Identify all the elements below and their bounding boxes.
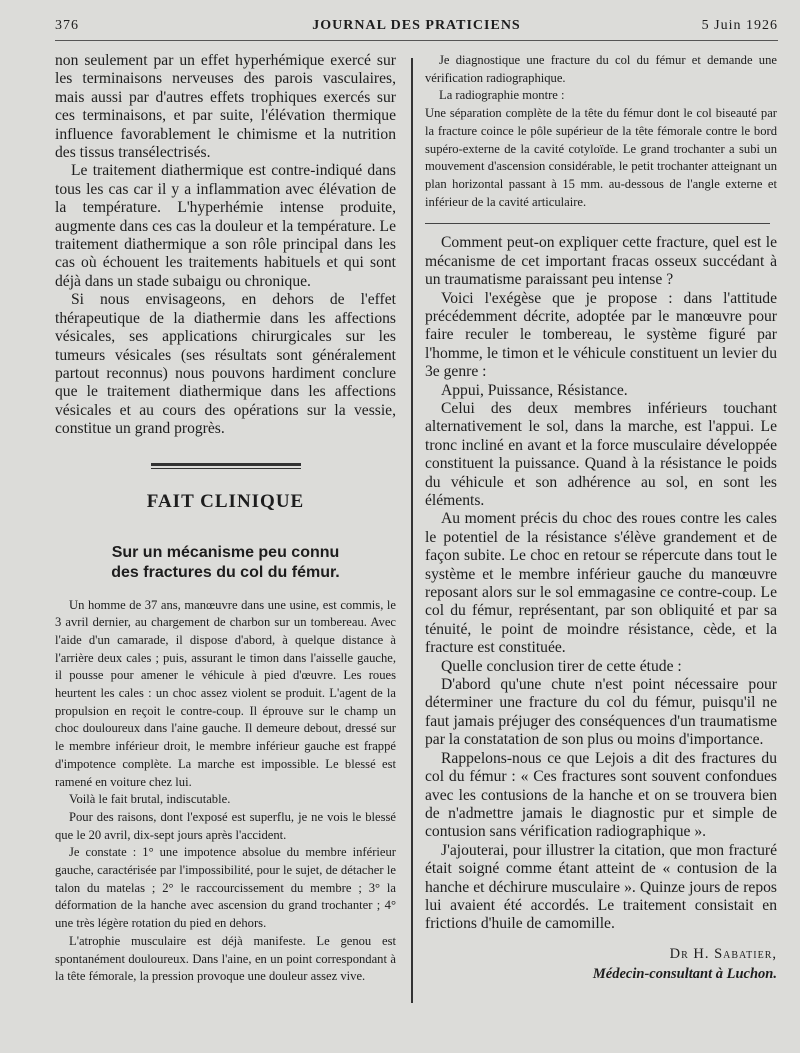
page-number: 376 [55,18,79,33]
left-column [55,52,396,986]
intro-paragraph: Si nous envisageons, en dehors de l'effet thérapeutique de la diathermie dans les affections vésicales, ses applications chirurgicales sur les tumeurs vésicales (ses résultats sont généralement partout reconnus) nous pouvons hardiment conclure que le traitement diathermique dans les affections vésicales et au cours des opérations sur la vessie, constitue un grand progrès. [55,291,396,438]
discussion-paragraph: J'ajouterai, pour illustrer la citation, que mon fracturé était soigné comme étant atteint de « contusion de la hanche et déchirure musculaire ». Quinze jours de repos lui avaient été accordés. Le traitement consistait en frictions d'huile de camomille. [425,841,777,933]
journal-title: JOURNAL DES PRATICIENS [312,18,521,33]
case-paragraph: Voilà le fait brutal, indiscutable. [69,792,231,807]
radiography-paragraph: Je diagnostique une fracture du col du fémur et demande une vérification radiographique. [425,53,777,85]
page-header [55,18,778,40]
discussion-paragraph: Rappelons-nous ce que Lejois a dit des fractures du col du fémur : « Ces fractures sont souvent confondues avec les contusions de la hanche et on se trouvera bien de n'admettre jamais le diagnostic pur et simple de contusion sans vérification radiographique ». [425,749,777,841]
case-paragraph: L'atrophie musculaire est déjà manifeste. Le genou est spontanément douloureux. Dans l'aine, en un point correspondant à la tête fémorale, la pression provoque une douleur assez vive. [55,933,396,984]
discussion-paragraph: Appui, Puissance, Résistance. [441,381,628,399]
radiography-text [425,52,777,211]
discussion-text [425,234,777,933]
author-name: Dr H. Sabatier, [669,945,777,962]
intro-paragraph: Le traitement diathermique est contre-indiqué dans tous les cas car il y a inflammation avec élévation de la température. L'hyperhémie intense produite, augmente dans ces cas la douleur et la température. Le traitement diathermique a son rôle principal dans les cas où échouent les traitements habituels et qui sont déjà dans un stade subaigu ou chronique. [55,162,396,290]
discussion-paragraph: Voici l'exégèse que je propose : dans l'attitude précédemment décrite, adoptée par le manœuvre pour faire reculer le tombereau, le système figuré par l'homme, le timon et le véhicule constituent un levier du 3e genre : [425,289,777,381]
radiography-paragraph: Une séparation complète de la tête du fémur dont le col biseauté par la fracture coince le pôle supérieur de la tête fémorale contre le bord supéro-externe de la cavité cotyloïde. Le grand trochanter a subi un mouvement d'ascension considérable, le petit trochanter atteignant un plan horizontal passant à 15 mm. au-dessous de l'angle externe et inférieur de la cavité articulaire. [425,106,777,209]
column-divider [411,58,413,1003]
author-role: Médecin-consultant à Luchon. [592,965,777,982]
article-title-line-2: des fractures du col du fémur. [111,563,340,581]
discussion-paragraph: Quelle conclusion tirer de cette étude : [441,657,682,675]
case-paragraph: Je constate : 1° une impotence absolue du membre inférieur gauche, caractérisée par l'impossibilité, pour le sujet, de détacher le talon du matelas ; 2° le raccourcissement du membre ; 3° la déformation de la hanche avec ascension du grand trochanter ; 4° une très légère rotation du pied en dehors. [55,845,396,931]
issue-date: 5 Juin 1926 [701,18,778,33]
intro-text [55,52,396,439]
radiography-paragraph: La radiographie montre : [439,88,565,103]
case-paragraph: Pour des raisons, dont l'exposé est superflu, je ne vois le blessé que le 20 avril, dix-sept jours après l'accident. [55,809,396,842]
discussion-paragraph: Au moment précis du choc des roues contre les cales le potentiel de la résistance s'élève grandement et de façon subite. Le choc en retour se répercute dans tout le système et le membre inférieur gauche du manœuvre reposant alors sur le sol emmagasine ce contre-coup. Le col du fémur, représentant, par son obliquité et par sa ténuité, le point de moindre résistance, cède, et la fracture est constituée. [425,510,777,657]
signature [425,944,777,984]
intro-paragraph: non seulement par un effet hyperhémique exercé sur les terminaisons nerveuses des parois vasculaires, mais aussi par d'autres effets trophiques exercés sur ces terminaisons, et par suite, l'élévation thermique influence favorablement le chimisme et la nutrition des tissus transélectrisés. [55,52,396,162]
discussion-paragraph: Celui des deux membres inférieurs touchant alternativement le sol, dans la marche, est l'appui. Le tronc incliné en avant et la force musculaire développée constituent la puissance. Quand à la résistance le poids du véhicule et son adhérence au sol, en sont les éléments. [425,399,777,510]
discussion-paragraph: D'abord qu'une chute n'est point nécessaire pour déterminer une fracture du col du fémur, puisqu'il ne faut jamais préjuger des conséquences d'un traumatisme par la constatation de son plus ou moins d'importance. [425,676,777,749]
case-text [55,597,396,986]
right-column [425,52,777,984]
article-title-line-1: Sur un mécanisme peu connu [111,543,340,561]
discussion-paragraph: Comment peut-on expliquer cette fracture, quel est le mécanisme de cet important fracas osseux succédant à un traumatisme paraissant peu intense ? [425,234,777,289]
header-rule [55,40,778,41]
section-title: FAIT CLINIQUE [146,490,305,512]
case-paragraph: Un homme de 37 ans, manœuvre dans une usine, est commis, le 3 avril dernier, au chargement de charbon sur un tombereau. Avec l'aide d'un camarade, il dispose d'abord, à quelque distance à l'arrière deux cales ; puis, assurant le timon dans l'aisselle gauche, il pousse pour amener le véhicule à pied d'œuvre. Les roues heurtent les cales : un choc assez violent se produit. L'agent de la propulsion en reçoit le contre-coup. Il éprouve sur le champ un choc douloureux dans l'aine gauche. Il demeure debout, dressé sur le membre inférieur droit, le membre inférieur gauche est frappé d'impotence complète. La marche est impossible. Le blessé est ramené en voiture chez lui. [55,597,396,789]
